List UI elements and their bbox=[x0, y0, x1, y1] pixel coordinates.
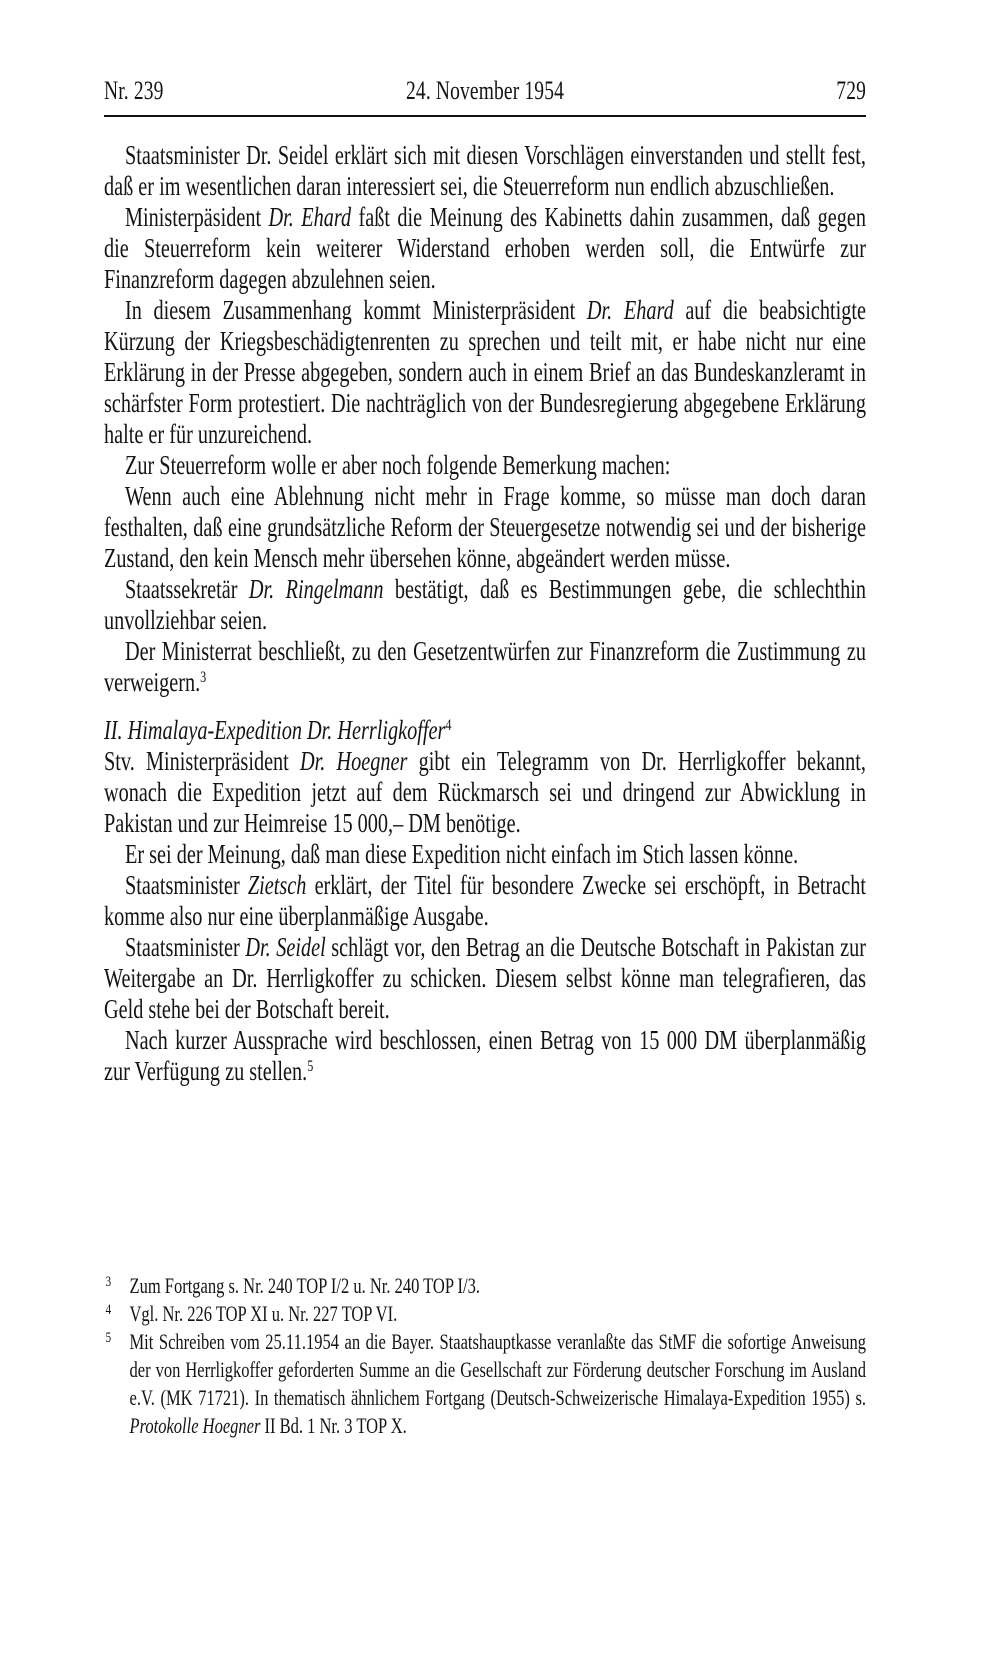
emphasized-text: Dr. Ehard bbox=[586, 295, 674, 325]
footnote bbox=[104, 1328, 866, 1440]
header-issue-number: Nr. 239 bbox=[104, 76, 164, 105]
paragraph bbox=[104, 932, 866, 1025]
emphasized-text: Dr. Ehard bbox=[268, 202, 352, 232]
document-body bbox=[104, 140, 866, 1087]
emphasized-text: Dr. Hoegner bbox=[300, 746, 408, 776]
text-segment: erklärt, der Titel für besondere Zwecke sei erschöpft, in Betracht komme also nur eine überplanmäßige Ausgabe. bbox=[104, 870, 866, 931]
text-segment: Stv. Ministerpräsident bbox=[104, 746, 301, 776]
page-header bbox=[104, 76, 866, 106]
text-segment: schlägt vor, den Betrag an die Deutsche Botschaft in Pakistan zur Weitergabe an Dr. Herrligkoffer zu schicken. Diesem selbst könne man telegrafieren, das Geld stehe bei der Botschaft bereit. bbox=[104, 932, 867, 1024]
footnote-text bbox=[130, 1329, 867, 1438]
header-page-number: 729 bbox=[836, 76, 867, 105]
paragraph bbox=[104, 140, 866, 202]
paragraph bbox=[104, 574, 866, 636]
footnote-number: 3 bbox=[105, 1274, 112, 1290]
paragraph bbox=[104, 202, 866, 295]
footnote-number: 4 bbox=[105, 1302, 112, 1318]
footnote bbox=[104, 1300, 866, 1328]
footnote bbox=[104, 1272, 866, 1300]
text-segment: bestätigt, daß es Bestimmungen gebe, die schlechthin unvollziehbar seien. bbox=[104, 574, 866, 635]
footnote-text bbox=[130, 1273, 480, 1298]
text-segment: Staatssekretär bbox=[125, 574, 249, 604]
text-segment: Zur Steuerreform wolle er aber noch folgende Bemerkung machen: bbox=[125, 450, 671, 480]
footnote-ref: 3 bbox=[200, 668, 207, 687]
emphasized-text: Protokolle Hoegner bbox=[129, 1413, 261, 1438]
text-segment: Ministerpäsident bbox=[125, 202, 269, 232]
text-segment: Mit Schreiben vom 25.11.1954 an die Bayer. Staatshauptkasse veranlaßte das StMF die sofortige Anweisung der von Herrligkoffer geforderten Summe an die Gesellschaft zur Förderung deutscher Forschung im Ausland e.V. (MK 71721). In thematisch ähnlichem Fortgang (Deutsch-Schweizerische Himalaya-Expedition 1955) s. bbox=[129, 1329, 866, 1410]
text-segment: auf die beabsichtigte Kürzung der Kriegsbeschädigtenrenten zu sprechen und teilt mit, er habe nicht nur eine Erklärung in der Presse abgegeben, sondern auch in einem Brief an das Bundeskanzleramt in schärfster Form protestiert. Die nachträglich von der Bundesregierung abgegebene Erklärung halte er für unzureichend. bbox=[104, 295, 866, 449]
footnote-ref: 4 bbox=[445, 716, 452, 735]
footnote-ref: 5 bbox=[307, 1057, 314, 1076]
text-segment: In diesem Zusammenhang kommt Ministerpräsident bbox=[125, 295, 587, 325]
text-segment: II Bd. 1 Nr. 3 TOP X. bbox=[260, 1413, 407, 1438]
text-segment: Vgl. Nr. 226 TOP XI u. Nr. 227 TOP VI. bbox=[129, 1301, 398, 1326]
paragraph bbox=[104, 870, 866, 932]
footnotes-section bbox=[104, 1272, 866, 1440]
emphasized-text: Dr. Seidel bbox=[245, 932, 326, 962]
paragraph bbox=[104, 481, 866, 574]
emphasized-text: Dr. Ringelmann bbox=[248, 574, 384, 604]
text-segment: Staatsminister bbox=[125, 870, 248, 900]
paragraph bbox=[104, 450, 866, 481]
text-segment: Der Ministerrat beschließt, zu den Gesetzentwürfen zur Finanzreform die Zustimmung zu verweigern. bbox=[104, 636, 866, 697]
text-segment: Zum Fortgang s. Nr. 240 TOP I/2 u. Nr. 240 TOP I/3. bbox=[129, 1273, 480, 1298]
header-date: 24. November 1954 bbox=[406, 76, 564, 105]
paragraph bbox=[104, 839, 866, 870]
header-rule bbox=[104, 115, 866, 117]
footnote-text bbox=[130, 1301, 398, 1326]
text-segment: Er sei der Meinung, daß man diese Expedition nicht einfach im Stich lassen könne. bbox=[125, 839, 799, 869]
paragraph bbox=[104, 1025, 866, 1087]
footnote-number: 5 bbox=[105, 1330, 112, 1346]
text-segment: faßt die Meinung des Kabinetts dahin zusammen, daß gegen die Steuerreform kein weiterer Widerstand erhoben werden soll, die Entwürfe zur Finanzreform dagegen abzulehnen seien. bbox=[104, 202, 866, 294]
emphasized-text: II. Himalaya-Expedition Dr. Herrligkoffer bbox=[104, 715, 446, 745]
text-segment: Nach kurzer Aussprache wird beschlossen, einen Betrag von 15 000 DM überplanmäßig zur Verfügung zu stellen. bbox=[104, 1025, 866, 1086]
text-segment: Staatsminister Dr. Seidel erklärt sich mit diesen Vorschlägen einverstanden und stellt fest, daß er im wesentlichen daran interessiert sei, die Steuerreform nun endlich abzuschließen. bbox=[104, 140, 866, 201]
emphasized-text: Zietsch bbox=[247, 870, 307, 900]
text-segment: Staatsminister bbox=[125, 932, 246, 962]
text-segment: gibt ein Telegramm von Dr. Herrligkoffer bekannt, wonach die Expedition jetzt auf dem Rückmarsch sei und dringend zur Abwicklung in Pakistan und zur Heimreise 15 000,– DM benötige. bbox=[104, 746, 866, 838]
paragraph bbox=[104, 746, 866, 839]
section-heading bbox=[104, 715, 866, 746]
paragraph bbox=[104, 636, 866, 698]
text-segment: Wenn auch eine Ablehnung nicht mehr in Frage komme, so müsse man doch daran festhalten, daß eine grundsätzliche Reform der Steuergesetze notwendig sei und der bisherige Zustand, den kein Mensch mehr übersehen könne, abgeändert werden müsse. bbox=[104, 481, 866, 573]
paragraph bbox=[104, 295, 866, 450]
